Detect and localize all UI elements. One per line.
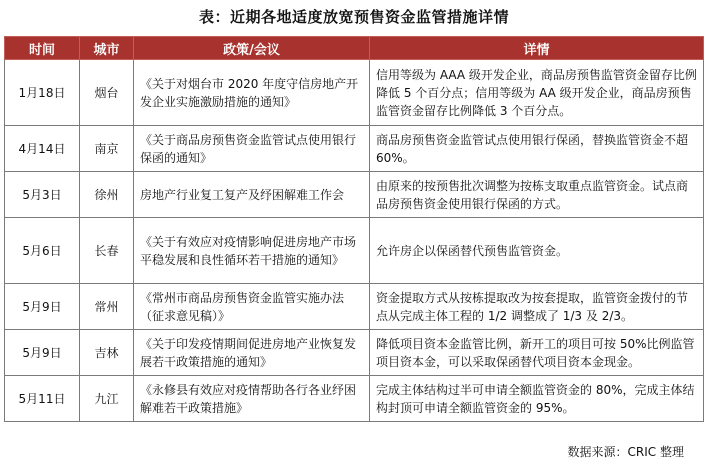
cell-time: 5月6日 [5, 218, 80, 284]
source-note: 数据来源：CRIC 整理 [567, 445, 684, 459]
header-policy: 政策/会议 [134, 37, 370, 60]
cell-policy: 《关于印发疫情期间促进房地产业恢复发展若干政策措施的通知》 [134, 330, 370, 376]
table-row [5, 218, 704, 284]
cell-city: 长春 [80, 218, 134, 284]
cell-city: 九江 [80, 376, 134, 422]
cell-city: 吉林 [80, 330, 134, 376]
cell-policy: 《关于对烟台市 2020 年度守信房地产开发企业实施激励措施的通知》 [134, 60, 370, 126]
cell-policy: 《关于有效应对疫情影响促进房地产市场平稳发展和良性循环若干措施的通知》 [134, 218, 370, 284]
table-row [5, 172, 704, 218]
table-row [5, 376, 704, 422]
cell-detail: 商品房预售资金监管试点使用银行保函，替换监管资金不超 60%。 [370, 126, 704, 172]
cell-city: 徐州 [80, 172, 134, 218]
cell-time: 5月9日 [5, 330, 80, 376]
cell-time: 5月3日 [5, 172, 80, 218]
cell-detail: 信用等级为 AAA 级开发企业，商品房预售监管资金留存比例降低 5 个百分点；信用等级为 AA 级开发企业，商品房预售监管资金留存比例降低 3 个百分点。 [370, 60, 704, 126]
cell-policy: 房地产行业复工复产及纾困解难工作会 [134, 172, 370, 218]
cell-detail: 由原来的按预售批次调整为按栋支取重点监管资金。试点商品房预售资金使用银行保函的方式。 [370, 172, 704, 218]
cell-detail: 资金提取方式从按栋提取改为按套提取，监管资金拨付的节点从完成主体工程的 1/2 调整成了 1/3 及 2/3。 [370, 284, 704, 330]
header-time: 时间 [5, 37, 80, 60]
cell-time: 5月9日 [5, 284, 80, 330]
cell-time: 1月18日 [5, 60, 80, 126]
table-row [5, 330, 704, 376]
cell-policy: 《永修县有效应对疫情帮助各行各业纾困解难若干政策措施》 [134, 376, 370, 422]
cell-city: 常州 [80, 284, 134, 330]
cell-city: 南京 [80, 126, 134, 172]
cell-policy: 《关于商品房预售资金监管试点使用银行保函的通知》 [134, 126, 370, 172]
header-row [5, 37, 704, 60]
cell-detail: 完成主体结构过半可申请全额监管资金的 80%，完成主体结构封顶可申请全额监管资金的 95%。 [370, 376, 704, 422]
cell-detail: 降低项目资本金监管比例，新开工的项目可按 50%比例监管项目资本金，可以采取保函替代项目资本金现金。 [370, 330, 704, 376]
table-title: 表：近期各地适度放宽预售资金监管措施详情 [198, 8, 509, 26]
cell-city: 烟台 [80, 60, 134, 126]
table-row [5, 284, 704, 330]
cell-policy: 《常州市商品房预售资金监管实施办法（征求意见稿）》 [134, 284, 370, 330]
header-detail: 详情 [370, 37, 704, 60]
cell-time: 5月11日 [5, 376, 80, 422]
cell-time: 4月14日 [5, 126, 80, 172]
cell-detail: 允许房企以保函替代预售监管资金。 [370, 218, 704, 284]
header-city: 城市 [80, 37, 134, 60]
policy-table [4, 36, 704, 422]
table-row [5, 60, 704, 126]
table-row [5, 126, 704, 172]
